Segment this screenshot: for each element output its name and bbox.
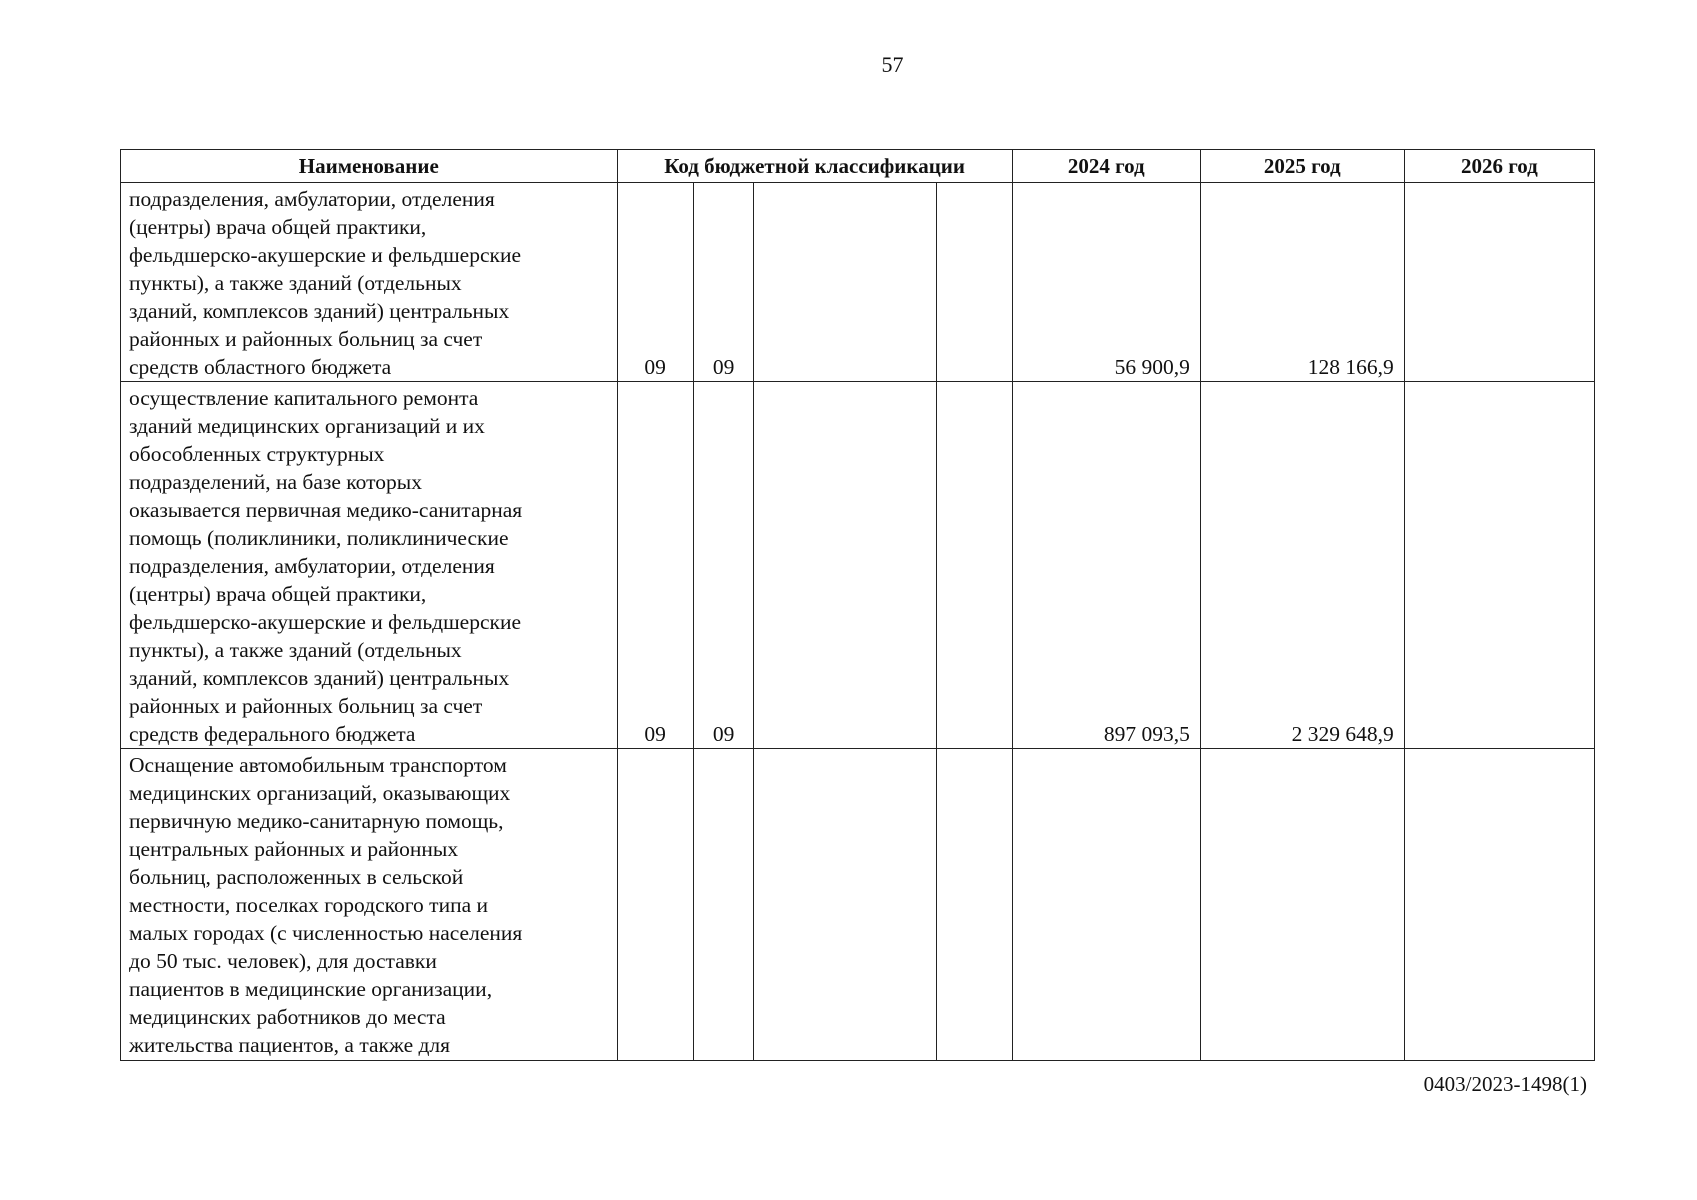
page-number: 57 [881, 52, 904, 77]
amount-2025: 128 166,9 [1200, 183, 1404, 382]
header-2026: 2026 год [1404, 150, 1594, 183]
amount-2026 [1404, 183, 1594, 382]
code-section: 09 [617, 382, 693, 749]
code-target [754, 749, 937, 1061]
code-target [754, 183, 937, 382]
document-code: 0403/2023-1498(1) [1423, 1072, 1587, 1096]
header-2024: 2024 год [1012, 150, 1200, 183]
code-subsection: 09 [693, 382, 754, 749]
code-subsection: 09 [693, 183, 754, 382]
budget-table [120, 149, 1595, 1061]
code-type [937, 382, 1012, 749]
amount-2024: 897 093,5 [1012, 382, 1200, 749]
code-type [937, 183, 1012, 382]
amount-2024: 56 900,9 [1012, 183, 1200, 382]
header-budget-code: Код бюджетной классификации [617, 150, 1012, 183]
code-section: 09 [617, 183, 693, 382]
row-name: Оснащение автомобильным транспортом медицинских организаций, оказывающих первичную медико-санитарную помощь, центральных районных и районных больниц, расположенных в сельской местности, поселках городского типа и малых городах (с численностью населения до 50 тыс. человек), для доставки пациентов в медицинские организации, медицинских работников до места жительства пациентов, а также для [121, 749, 618, 1061]
code-subsection [693, 749, 754, 1061]
table-row [121, 382, 1595, 749]
table-row [121, 749, 1595, 1061]
code-section [617, 749, 693, 1061]
amount-2024 [1012, 749, 1200, 1061]
row-name: подразделения, амбулатории, отделения (центры) врача общей практики, фельдшерско-акушерские и фельдшерские пункты), а также зданий (отдельных зданий, комплексов зданий) центральных районных и районных больниц за счет средств областного бюджета [121, 183, 618, 382]
amount-2026 [1404, 749, 1594, 1061]
table-row [121, 183, 1595, 382]
code-target [754, 382, 937, 749]
table-header-row [121, 150, 1595, 183]
amount-2026 [1404, 382, 1594, 749]
amount-2025 [1200, 749, 1404, 1061]
header-2025: 2025 год [1200, 150, 1404, 183]
row-name: осуществление капитального ремонта зданий медицинских организаций и их обособленных структурных подразделений, на базе которых оказывается первичная медико-санитарная помощь (поликлиники, поликлинические подразделения, амбулатории, отделения (центры) врача общей практики, фельдшерско-акушерские и фельдшерские пункты), а также зданий (отдельных зданий, комплексов зданий) центральных районных и районных больниц за счет средств федерального бюджета [121, 382, 618, 749]
code-type [937, 749, 1012, 1061]
header-name: Наименование [121, 150, 618, 183]
amount-2025: 2 329 648,9 [1200, 382, 1404, 749]
